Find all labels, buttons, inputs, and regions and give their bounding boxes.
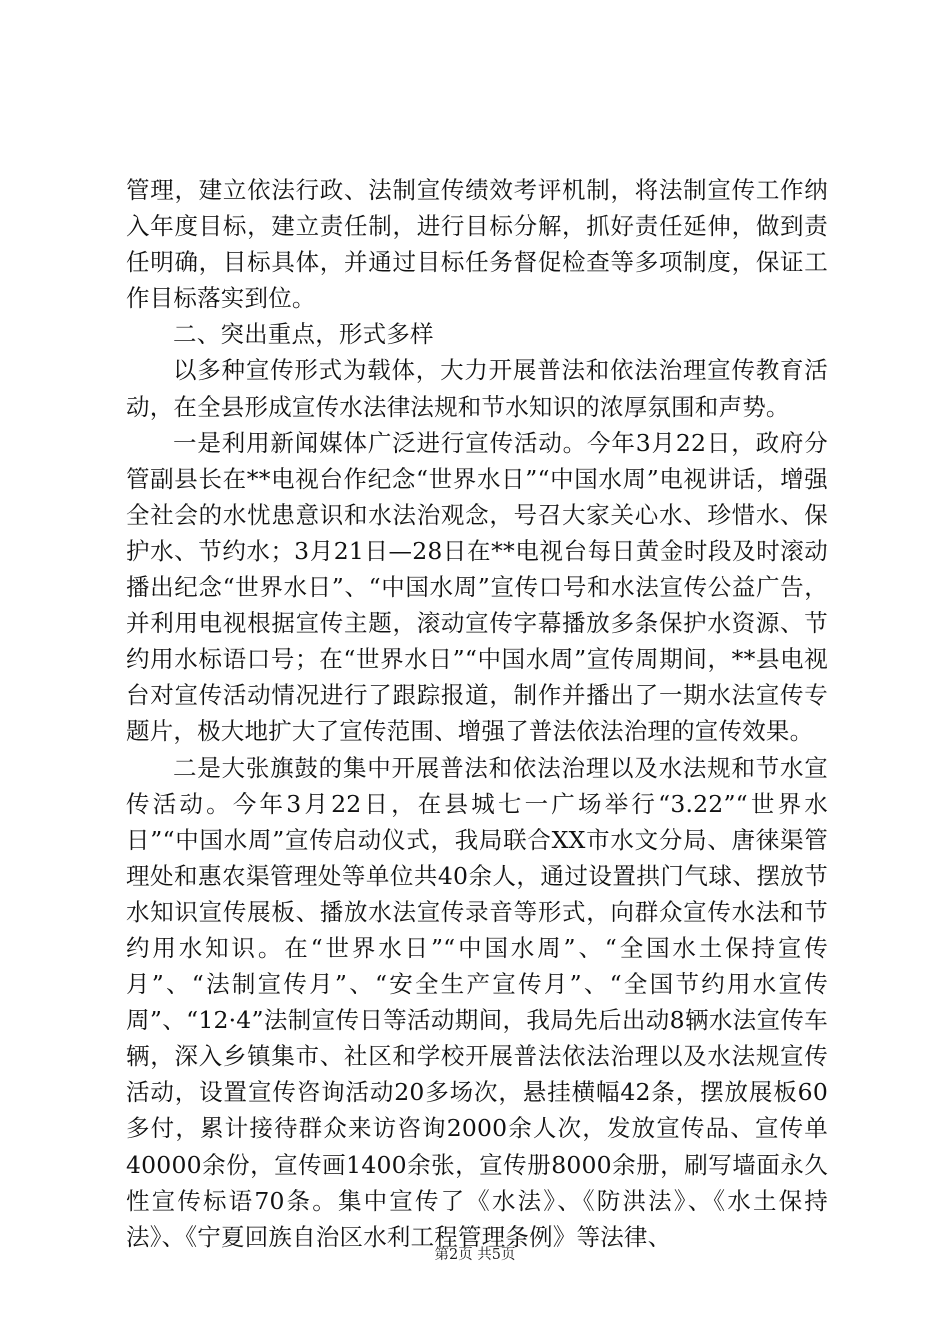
document-body <box>126 172 828 1255</box>
paragraph-5: 二是大张旗鼓的集中开展普法和依法治理以及水法规和节水宣传活动。今年3月22日，在县城七一广场举行“3.22”“世界水日”“中国水周”宣传启动仪式，我局联合XX市水文分局、唐徕渠管理处和惠农渠管理处等单位共40余人，通过设置拱门气球、摆放节水知识宣传展板、播放水法宣传录音等形式，向群众宣传水法和节约用水知识。在“世界水日”“中国水周”、“全国水土保持宣传月”、“法制宣传月”、“安全生产宣传月”、“全国节约用水宣传周”、“12·4”法制宣传日等活动期间，我局先后出动8辆水法宣传车辆，深入乡镇集市、社区和学校开展普法依法治理以及水法规宣传活动，设置宣传咨询活动20多场次，悬挂横幅42条，摆放展板60多付，累计接待群众来访咨询2000余人次，发放宣传品、宣传单40000余份，宣传画1400余张，宣传册8000余册，刷写墙面永久性宣传标语70条。集中宣传了《水法》、《防洪法》、《水土保持法》、《宁夏回族自治区水利工程管理条例》等法律、 <box>126 753 828 1251</box>
paragraph-4: 一是利用新闻媒体广泛进行宣传活动。今年3月22日，政府分管副县长在**电视台作纪念“世界水日”“中国水周”电视讲话，增强全社会的水忧患意识和水法治观念，号召大家关心水、珍惜水、保护水、节约水；3月21日—28日在**电视台每日黄金时段及时滚动播出纪念“世界水日”、“中国水周”宣传口号和水法宣传公益广告，并利用电视根据宣传主题，滚动宣传字幕播放多条保护水资源、节约用水标语口号；在“世界水日”“中国水周”宣传周期间，**县电视台对宣传活动情况进行了跟踪报道，制作并播出了一期水法宣传专题片，极大地扩大了宣传范围、增强了普法依法治理的宣传效果。 <box>126 428 828 746</box>
paragraph-1: 管理，建立依法行政、法制宣传绩效考评机制，将法制宣传工作纳入年度目标，建立责任制，进行目标分解，抓好责任延伸，做到责任明确，目标具体，并通过目标任务督促检查等多项制度，保证工作目标落实到位。 <box>126 176 828 313</box>
page-number-footer: 第2页 共5页 <box>434 1247 516 1263</box>
paragraph-3: 以多种宣传形式为载体，大力开展普法和依法治理宣传教育活动，在全县形成宣传水法律法规和节水知识的浓厚氛围和声势。 <box>126 356 828 421</box>
section-heading: 二、突出重点，形式多样 <box>173 320 434 349</box>
